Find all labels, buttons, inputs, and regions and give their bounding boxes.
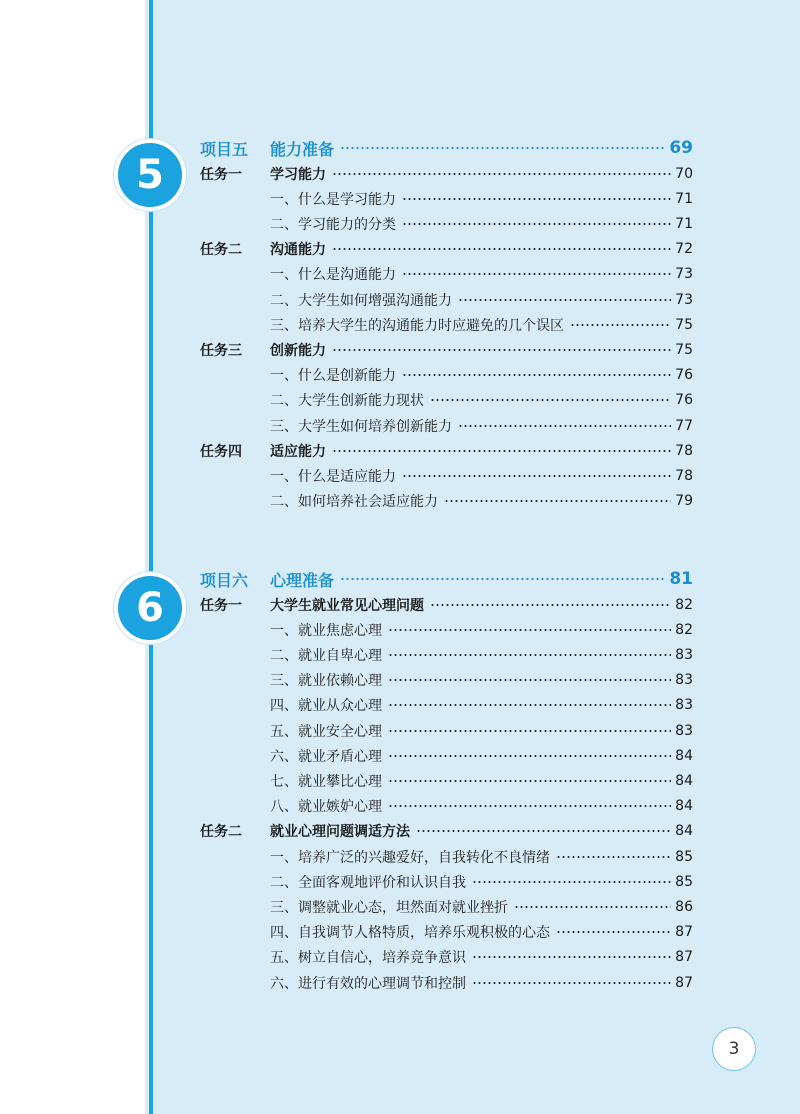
dot-leader [472, 977, 671, 989]
entry-page: 78 [675, 442, 693, 459]
dot-leader [556, 851, 671, 863]
dot-leader [402, 369, 671, 381]
dot-leader [458, 420, 671, 432]
entry-page: 82 [675, 621, 693, 638]
task-code: 任务四 [200, 443, 242, 460]
entry-page: 70 [675, 165, 693, 182]
entry-page: 84 [675, 747, 693, 764]
entry-page: 84 [675, 772, 693, 789]
subentry-title: 一、什么是创新能力 [270, 368, 396, 385]
subentry-title: 二、大学生创新能力现状 [270, 393, 424, 410]
toc-subentry[interactable] [200, 718, 693, 743]
task-title: 创新能力 [270, 342, 326, 359]
subentry-title: 一、什么是沟通能力 [270, 267, 396, 284]
entry-page: 87 [675, 924, 693, 941]
toc-subentry[interactable] [200, 668, 693, 693]
dot-leader [556, 926, 671, 938]
task-code: 任务一 [200, 597, 242, 614]
entry-page: 71 [675, 190, 693, 207]
subentry-title: 四、就业从众心理 [270, 698, 382, 715]
dot-leader [332, 445, 671, 457]
subentry-title: 二、全面客观地评价和认识自我 [270, 874, 466, 891]
entry-page: 87 [675, 974, 693, 991]
toc-subentry[interactable] [200, 970, 693, 995]
toc-subentry[interactable] [200, 312, 693, 337]
toc-subentry[interactable] [200, 768, 693, 793]
toc-subentry[interactable] [200, 743, 693, 768]
toc-subentry[interactable] [200, 463, 693, 488]
dot-leader [514, 901, 671, 913]
subentry-title: 一、就业焦虑心理 [270, 622, 382, 639]
subentry-title: 六、就业矛盾心理 [270, 748, 382, 765]
dot-leader [332, 168, 671, 180]
task-title: 适应能力 [270, 443, 326, 460]
entry-page: 82 [675, 596, 693, 613]
dot-leader [388, 725, 671, 737]
task-code: 任务二 [200, 824, 242, 841]
subentry-title: 二、就业自卑心理 [270, 647, 382, 664]
toc-subentry[interactable] [200, 363, 693, 388]
subentry-title: 三、培养大学生的沟通能力时应避免的几个误区 [270, 317, 564, 334]
toc-task-entry[interactable] [200, 337, 693, 362]
toc-subentry[interactable] [200, 211, 693, 236]
task-code: 任务一 [200, 166, 242, 183]
project-title: 能力准备 [270, 139, 335, 159]
toc-subentry[interactable] [200, 186, 693, 211]
toc-task-entry[interactable] [200, 237, 693, 262]
subentry-title: 五、树立自信心，培养竞争意识 [270, 950, 466, 967]
subentry-title: 七、就业攀比心理 [270, 773, 382, 790]
entry-page: 84 [675, 798, 693, 815]
entry-page: 79 [675, 493, 693, 510]
dot-leader [340, 573, 665, 585]
toc-task-entry[interactable] [200, 438, 693, 463]
task-title: 沟通能力 [270, 242, 326, 259]
dot-leader [388, 624, 671, 636]
dot-leader [402, 470, 671, 482]
toc-project-entry[interactable] [200, 566, 693, 592]
dot-leader [444, 495, 671, 507]
entry-page: 76 [675, 392, 693, 409]
project-page: 69 [669, 138, 693, 158]
entry-page: 78 [675, 467, 693, 484]
dot-leader [388, 800, 671, 812]
toc-subentry[interactable] [200, 287, 693, 312]
entry-page: 83 [675, 697, 693, 714]
entry-page: 87 [675, 949, 693, 966]
entry-page: 72 [675, 241, 693, 258]
subentry-title: 三、就业依赖心理 [270, 673, 382, 690]
task-title: 就业心理问题调适方法 [270, 824, 410, 841]
entry-page: 73 [675, 291, 693, 308]
task-title: 大学生就业常见心理问题 [270, 597, 424, 614]
project-code: 项目五 [200, 139, 249, 159]
toc-project-entry[interactable] [200, 135, 693, 161]
section-number-badge: 5 [114, 139, 186, 211]
project-code: 项目六 [200, 570, 249, 590]
entry-page: 75 [675, 316, 693, 333]
dot-leader [402, 218, 671, 230]
dot-leader [388, 699, 671, 711]
page-number: 3 [712, 1027, 756, 1071]
dot-leader [402, 268, 671, 280]
entry-page: 83 [675, 722, 693, 739]
entry-page: 86 [675, 898, 693, 915]
toc-task-entry[interactable] [200, 592, 693, 617]
toc-subentry[interactable] [200, 642, 693, 667]
section-number-badge: 6 [114, 572, 186, 644]
toc-task-entry[interactable] [200, 819, 693, 844]
dot-leader [430, 599, 671, 611]
entry-page: 77 [675, 417, 693, 434]
entry-page: 71 [675, 215, 693, 232]
subentry-title: 三、调整就业心态，坦然面对就业挫折 [270, 899, 508, 916]
dot-leader [388, 775, 671, 787]
toc-subentry[interactable] [200, 388, 693, 413]
subentry-title: 六、进行有效的心理调节和控制 [270, 975, 466, 992]
subentry-title: 一、什么是适应能力 [270, 468, 396, 485]
entry-page: 85 [675, 848, 693, 865]
subentry-title: 一、什么是学习能力 [270, 191, 396, 208]
toc-subentry[interactable] [200, 489, 693, 514]
subentry-title: 一、培养广泛的兴趣爱好，自我转化不良情绪 [270, 849, 550, 866]
dot-leader [402, 193, 671, 205]
entry-page: 84 [675, 823, 693, 840]
toc-subentry[interactable] [200, 262, 693, 287]
entry-page: 73 [675, 266, 693, 283]
toc-subentry[interactable] [200, 617, 693, 642]
dot-leader [388, 674, 671, 686]
dot-leader [388, 750, 671, 762]
entry-page: 83 [675, 646, 693, 663]
task-code: 任务二 [200, 242, 242, 259]
subentry-title: 二、如何培养社会适应能力 [270, 494, 438, 511]
entry-page: 76 [675, 367, 693, 384]
dot-leader [332, 243, 671, 255]
task-code: 任务三 [200, 342, 242, 359]
toc-subentry[interactable] [200, 869, 693, 894]
dot-leader [472, 951, 671, 963]
subentry-title: 八、就业嫉妒心理 [270, 799, 382, 816]
dot-leader [430, 394, 671, 406]
toc-subentry[interactable] [200, 945, 693, 970]
toc-subentry[interactable] [200, 894, 693, 919]
subentry-title: 二、大学生如何增强沟通能力 [270, 292, 452, 309]
toc-subentry[interactable] [200, 920, 693, 945]
entry-page: 85 [675, 873, 693, 890]
toc-subentry[interactable] [200, 413, 693, 438]
toc-subentry[interactable] [200, 693, 693, 718]
toc-task-entry[interactable] [200, 161, 693, 186]
subentry-title: 五、就业安全心理 [270, 723, 382, 740]
entry-page: 83 [675, 672, 693, 689]
subentry-title: 二、学习能力的分类 [270, 216, 396, 233]
dot-leader [416, 825, 671, 837]
subentry-title: 四、自我调节人格特质，培养乐观积极的心态 [270, 925, 550, 942]
task-title: 学习能力 [270, 166, 326, 183]
project-title: 心理准备 [270, 570, 335, 590]
toc-subentry[interactable] [200, 844, 693, 869]
entry-page: 75 [675, 341, 693, 358]
dot-leader [472, 876, 671, 888]
toc-subentry[interactable] [200, 794, 693, 819]
subentry-title: 三、大学生如何培养创新能力 [270, 418, 452, 435]
project-page: 81 [669, 569, 693, 589]
dot-leader [332, 344, 671, 356]
dot-leader [388, 649, 671, 661]
dot-leader [458, 294, 671, 306]
dot-leader [340, 142, 665, 154]
dot-leader [570, 319, 671, 331]
